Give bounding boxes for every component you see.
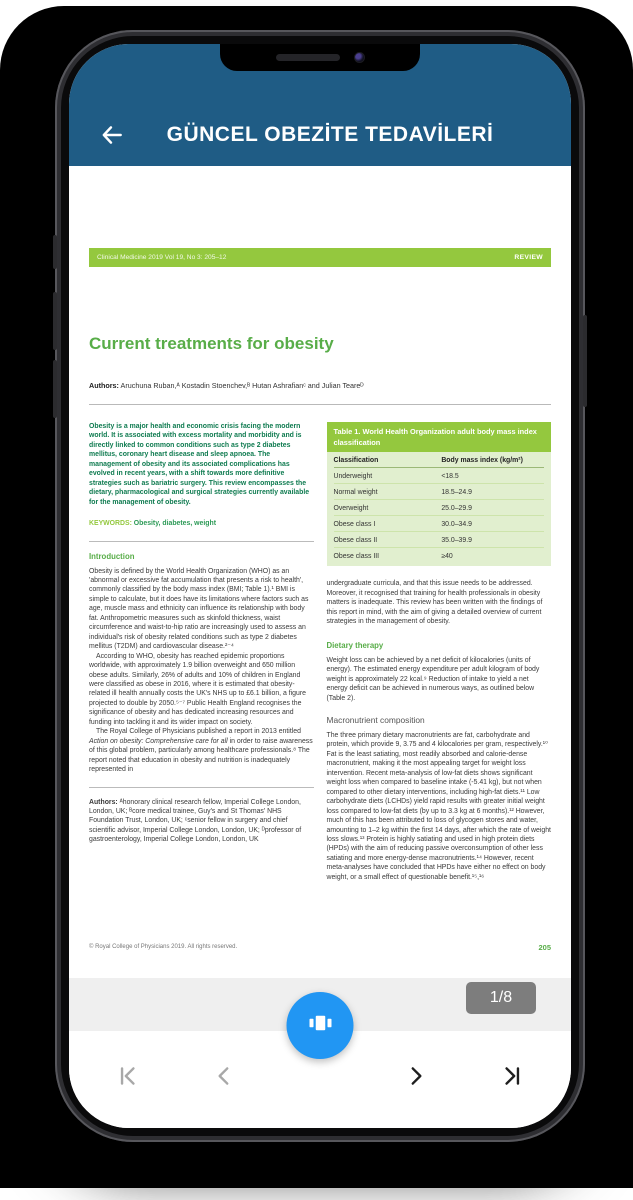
byline-label: Authors: (89, 381, 119, 390)
volume-up-button (53, 292, 57, 350)
view-mode-fab[interactable] (287, 992, 354, 1059)
table-row (334, 484, 545, 500)
affiliations-text: ᴬhonorary clinical research fellow, Imperial College London, London, UK; ᴮcore medical trainee, Guy's and St Thomas' NHS Foundation Trust, London, UK; ᶜsenior fellow in surgery and chief scientific advisor, Imperial College London, London, UK; ᴰprofessor of gastroenterology, Imperial College London, London, UK (89, 798, 302, 844)
abstract-text: Obesity is a major health and economic crisis facing the modern world. It is associated with excess mortality and morbidity and is directly linked to common conditions such as type 2 diabetes mellitus, coronary heart disease and sleep apnoea. The management of obesity and its associated complications has evolved in recent years, with a shift towards more definitive strategies such as bariatric surgery. This review encompasses the dietary, pharmacological and surgical strategies currently available for the management of obesity. (89, 423, 310, 506)
table-row (334, 548, 545, 563)
table-row (334, 468, 545, 484)
left-column (89, 422, 314, 882)
journal-citation: Clinical Medicine 2019 Vol 19, No 3: 205–12 (97, 254, 227, 261)
table-cell: 30.0–34.9 (441, 520, 472, 528)
table-cell: Obese class III (333, 552, 380, 560)
power-button (583, 315, 587, 407)
keywords-line (89, 519, 314, 528)
keywords-value: Obesity, diabetes, weight (131, 520, 216, 528)
keywords-label: KEYWORDS: (89, 520, 132, 528)
dietary-paragraph: Weight loss can be achieved by a net deficit of kilocalories (units of energy). The estimated energy expenditure per adult kilogram of body weight is approximately 22 kcal.⁹ Reduction of intake to yield a net energy deficit can be achieved in numerous ways, as outlined below (Table 2). (326, 656, 540, 702)
table-cell: Underweight (333, 472, 373, 480)
table-cell: Obese class I (333, 520, 376, 528)
intro-continuation: undergraduate curricula, and that this issue needs to be addressed. Moreover, it recognised that training for health professionals in obesity matters is inadequate. This review has been written with the findings of this report in mind, with the aim of giving a detailed overview of current strategies in the management of obesity. (326, 580, 543, 626)
table-cell: Overweight (333, 504, 369, 512)
author-byline (89, 381, 551, 390)
table-cell: <18.5 (441, 472, 459, 480)
dietary-therapy-heading: Dietary therapy (326, 640, 384, 650)
table-title: Table 1. World Health Organization adult body mass index classification (327, 422, 552, 452)
table-row (334, 500, 545, 516)
byline-names: Aruchuna Ruban,ᴬ Kostadin Stoenchev,ᴮ Hutan Ashrafianᶜ and Julian Teareᴰ (118, 381, 364, 390)
introduction-heading: Introduction (89, 551, 135, 561)
intro-p3-report-title: Action on obesity: Comprehensive care for all (89, 737, 228, 745)
phone-screen (69, 44, 571, 1128)
article-title: Current treatments for obesity (89, 334, 334, 353)
affiliations-label: Authors: (89, 798, 118, 806)
carousel-view-icon (305, 1008, 335, 1043)
first-page-button[interactable] (115, 1063, 141, 1089)
table-cell: 35.0–39.9 (441, 536, 472, 544)
pdf-page-view[interactable] (69, 166, 571, 978)
right-column (327, 422, 552, 882)
table-cell: 18.5–24.9 (441, 488, 472, 496)
front-camera (354, 52, 365, 63)
bmi-classification-table (327, 422, 552, 566)
table-body (327, 452, 552, 566)
affiliations-divider (89, 787, 314, 788)
table-cell: Normal weight (333, 488, 378, 496)
author-affiliations (89, 798, 314, 845)
review-badge: REVIEW (514, 254, 543, 261)
table-cell: ≥40 (441, 552, 453, 560)
abstract-divider (89, 541, 314, 542)
pdf-page (69, 166, 571, 978)
intro-p3-pre: The Royal College of Physicians published a report in 2013 entitled (96, 728, 301, 736)
table-col-bmi: Body mass index (kg/m²) (441, 456, 523, 464)
phone-device-frame (55, 30, 585, 1142)
macronutrient-paragraph: The three primary dietary macronutrients are fat, carbohydrate and protein, which provide 9, 3.75 and 4 kilocalories per gram, respectively.¹⁰ Fat is the least satiating, most readily absorbed and calorie-dense macronutrient, making it the most appealing target for weight loss intervention. Recent meta-analysis of low-fat diets shows significant weight loss when compared to baseline intake (-5.41 kg), but not when compared to other dietary interventions, including high-fat diets.¹¹ Low carbohydrate diets (LCHDs) yield rapid results with greater initial weight loss compared to low-fat diets (by up to 3.3 kg at 6 months).¹² However, much of this has been attributed to loss of glycogen stores and water, amounting to 1–2 kg within the first 14 days, after which the rate of weight loss slows.¹³ Protein is highly satiating and used in high protein diets (HPDs) with the aim of reducing passive overconsumption of other less satiating and more energy-dense macronutrients.¹⁴ However, recent meta-analyses have concluded that HPDs have either no effect on body weight, or a small effect of questionable benefit.¹⁵,¹⁶ (326, 732, 551, 881)
byline-divider (89, 404, 551, 405)
intro-paragraph-3 (89, 727, 314, 774)
table-header-row (334, 452, 545, 468)
journal-header-bar (89, 248, 551, 267)
table-cell: 25.0–29.9 (441, 504, 472, 512)
table-col-classification: Classification (333, 456, 379, 464)
table-row (334, 532, 545, 548)
previous-page-button[interactable] (211, 1063, 237, 1089)
volume-down-button (53, 360, 57, 418)
page-title: GÜNCEL OBEZİTE TEDAVİLERİ (166, 123, 494, 146)
next-page-button[interactable] (403, 1063, 429, 1089)
intro-p3-post: in order to raise awareness of this global problem, particularly among healthcare professionals.⁸ The report noted that education in obesity and nutrition is inadequately represented in (89, 737, 313, 774)
mute-switch (53, 235, 57, 269)
table-cell: Obese class II (333, 536, 378, 544)
table-row (334, 516, 545, 532)
macronutrient-subheading: Macronutrient composition (326, 715, 425, 725)
phone-notch (220, 44, 420, 71)
copyright-line: © Royal College of Physicians 2019. All rights reserved. (89, 944, 238, 950)
journal-page-number: 205 (538, 943, 551, 952)
page-indicator-badge: 1/8 (466, 982, 536, 1014)
intro-paragraph-2: According to WHO, obesity has reached epidemic proportions worldwide, with approximately 1.9 billion overweight and 650 million obese adults. Similarly, 26% of adults and 10% of children in England were classified as obese in 2016, where it is estimated that obesity-related ill health annually costs the UK's NHS up to £6.1 billion, a figure projected to double by 2050.⁵⁻⁷ Public Health England recognises the significance of obesity and has dedicated increasing resources and funding into tackling it and its wider impact on society. (89, 652, 306, 726)
last-page-button[interactable] (499, 1063, 525, 1089)
intro-paragraph-1: Obesity is defined by the World Health Organization (WHO) as an 'abnormal or excessive fat accumulation that presents a risk to health', commonly classified by the body mass index (BMI; Table 1).¹ BMI is simple to calculate, but it does have its limitations where factors such as age, muscle mass and ethnicity can influence its relationship with body fat. Anthropometric measures such as skinfold thickness, waist circumference and waist-to-hip ratio are increasingly used to assess an individual's risk of obesity related conditions such as type 2 diabetes mellitus (T2DM) and cardiovascular disease.²⁻⁴ (89, 567, 309, 651)
speaker-grille (276, 54, 340, 61)
back-arrow-icon[interactable] (99, 122, 125, 148)
